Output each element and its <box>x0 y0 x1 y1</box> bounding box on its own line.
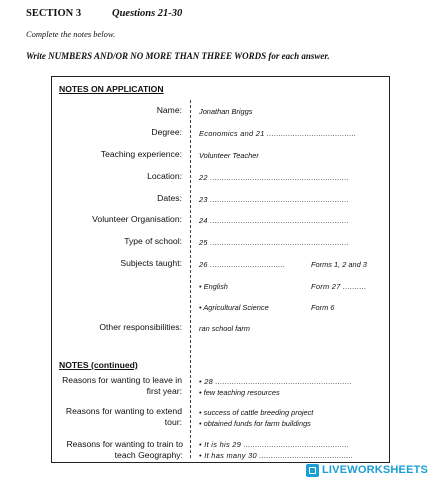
value-reasons-leave-1: • 28 .......................................................... <box>199 377 352 386</box>
label-teaching-experience: Teaching experience: <box>100 149 182 159</box>
label-dates: Dates: <box>157 193 182 203</box>
label-reasons-leave: Reasons for wanting to leave in first year: <box>62 375 182 396</box>
value-subjects-taught: 26 ................................ <box>199 260 286 269</box>
value-name: Jonathan Briggs <box>199 107 253 116</box>
notes-title: NOTES ON APPLICATION <box>59 84 164 94</box>
value-location: 22 ........................................................... <box>199 173 350 182</box>
label-reasons-extend: Reasons for wanting to extend tour: <box>65 406 182 427</box>
value-reasons-leave-2: • few teaching resources <box>199 388 280 397</box>
value-agricultural-science: • Agricultural Science <box>199 303 269 312</box>
value-type-of-school: 25 ........................................................... <box>199 238 350 247</box>
watermark-text: LIVEWORKSHEETS <box>322 464 429 476</box>
value-teaching-experience: Volunteer Teacher <box>199 151 259 160</box>
value-volunteer-organisation: 24 ........................................................... <box>199 216 350 225</box>
questions-heading: Questions 21-30 <box>112 8 183 19</box>
label-name: Name: <box>156 105 182 115</box>
label-subjects-taught: Subjects taught: <box>120 258 182 268</box>
value-reasons-extend-1: • success of cattle breeding project <box>199 408 314 417</box>
label-type-of-school: Type of school: <box>124 236 182 246</box>
value-other-responsibilities: ran school farm <box>199 324 250 333</box>
value-subjects-forms: Forms 1, 2 and 3 <box>311 260 367 269</box>
column-divider <box>190 100 191 458</box>
section-heading: SECTION 3 <box>26 8 82 19</box>
label-location: Location: <box>147 171 182 181</box>
notes-continued-title: NOTES (continued) <box>59 360 138 370</box>
value-reasons-extend-2: • obtained funds for farm buildings <box>199 419 311 428</box>
instruction-complete-notes: Complete the notes below. <box>26 29 116 39</box>
value-degree: Economics and 21 ...................................... <box>199 129 357 138</box>
liveworksheets-logo-icon <box>306 464 319 477</box>
label-volunteer-organisation: Volunteer Organisation: <box>92 214 182 224</box>
value-agricultural-form: Form 6 <box>311 303 335 312</box>
instruction-word-limit: Write NUMBERS AND/OR NO MORE THAN THREE WORDS for each answer. <box>26 51 330 61</box>
label-reasons-geography: Reasons for wanting to train to teach Geography: <box>66 439 183 460</box>
value-english-form: Form 27 .......... <box>311 282 367 291</box>
value-dates: 23 ........................................................... <box>199 195 350 204</box>
label-degree: Degree: <box>151 127 182 137</box>
label-other-responsibilities: Other responsibilities: <box>99 322 182 332</box>
value-reasons-geography-1: • It is his 29 ............................................. <box>199 440 350 449</box>
value-english: • English <box>199 282 228 291</box>
watermark <box>306 462 428 478</box>
value-reasons-geography-2: • It has many 30 ........................................ <box>199 451 354 460</box>
